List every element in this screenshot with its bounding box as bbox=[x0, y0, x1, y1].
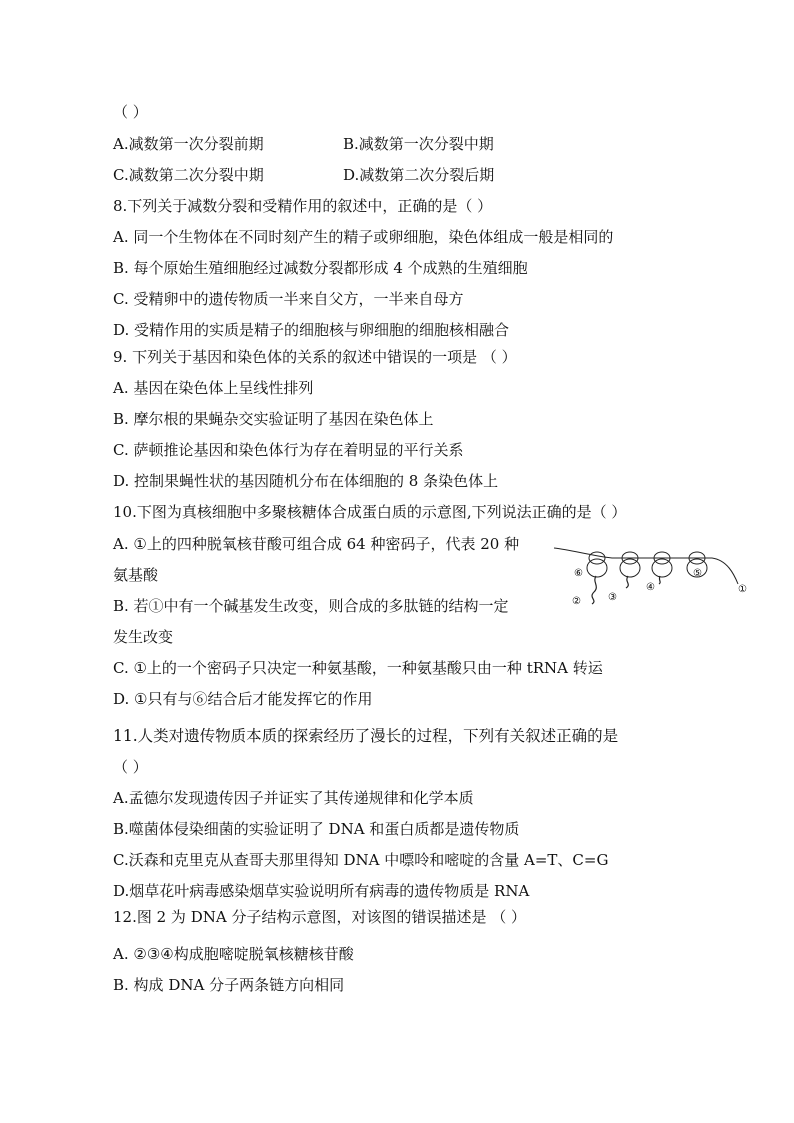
q10-option-a: A. ①上的四种脱氧核苷酸可组合成 64 种密码子，代表 20 种 bbox=[113, 535, 520, 553]
q10-option-c: C. ①上的一个密码子只决定一种氨基酸，一种氨基酸只由一种 tRNA 转运 bbox=[113, 659, 603, 677]
label-4: ④ bbox=[646, 582, 655, 593]
label-3: ③ bbox=[608, 592, 617, 603]
q11-option-d: D.烟草花叶病毒感染烟草实验说明所有病毒的遗传物质是 RNA bbox=[113, 882, 530, 900]
q8-option-c: C. 受精卵中的遗传物质一半来自父方，一半来自母方 bbox=[113, 290, 464, 308]
q8-stem: 8.下列关于减数分裂和受精作用的叙述中，正确的是（ ） bbox=[113, 197, 493, 215]
q7-option-d: D.减数第二次分裂后期 bbox=[343, 166, 495, 184]
polypeptide-2 bbox=[626, 576, 628, 588]
q11-option-c: C.沃森和克里克从查哥夫那里得知 DNA 中嘌呤和嘧啶的含量 A=T、C=G bbox=[113, 851, 609, 869]
answer-paren: （ ） bbox=[113, 103, 148, 121]
q11-stem: 11.人类对遗传物质本质的探索经历了漫长的过程，下列有关叙述正确的是 bbox=[113, 727, 619, 745]
q9-option-c: C. 萨顿推论基因和染色体行为存在着明显的平行关系 bbox=[113, 441, 464, 459]
q8-option-b: B. 每个原始生殖细胞经过减数分裂都形成 4 个成熟的生殖细胞 bbox=[113, 259, 528, 277]
label-2: ② bbox=[572, 596, 581, 606]
q8-option-a: A. 同一个生物体在不同时刻产生的精子或卵细胞，染色体组成一般是相同的 bbox=[113, 228, 614, 246]
q7-option-c: C.减数第二次分裂中期 bbox=[113, 166, 264, 184]
q8-option-d: D. 受精作用的实质是精子的细胞核与卵细胞的细胞核相融合 bbox=[113, 321, 510, 339]
q7-option-a: A.减数第一次分裂前期 bbox=[113, 135, 264, 153]
q12-stem: 12.图 2 为 DNA 分子结构示意图，对该图的错误描述是 （ ） bbox=[113, 908, 526, 926]
q7-option-b: B.减数第一次分裂中期 bbox=[343, 135, 494, 153]
q11-paren: （ ） bbox=[113, 758, 148, 776]
q10-option-a-cont: 氨基酸 bbox=[113, 566, 159, 584]
q11-option-a: A.孟德尔发现遗传因子并证实了其传递规律和化学本质 bbox=[113, 789, 474, 807]
ribosome-1-large bbox=[587, 559, 607, 577]
q9-option-b: B. 摩尔根的果蝇杂交实验证明了基因在染色体上 bbox=[113, 410, 434, 428]
ribosome-3-large bbox=[652, 559, 672, 577]
q10-option-b: B. 若①中有一个碱基发生改变，则合成的多肽链的结构一定 bbox=[113, 597, 509, 615]
q12-option-a: A. ②③④构成胞嘧啶脱氧核糖核苷酸 bbox=[113, 945, 354, 963]
q10-option-d: D. ①只有与⑥结合后才能发挥它的作用 bbox=[113, 690, 373, 708]
q9-stem: 9. 下列关于基因和染色体的关系的叙述中错误的一项是 （ ） bbox=[113, 348, 517, 366]
q11-option-b: B.噬菌体侵染细菌的实验证明了 DNA 和蛋白质都是遗传物质 bbox=[113, 820, 520, 838]
q9-option-d: D. 控制果蝇性状的基因随机分布在体细胞的 8 条染色体上 bbox=[113, 472, 499, 490]
label-5: ⑤ bbox=[693, 568, 702, 579]
q12-option-b: B. 构成 DNA 分子两条链方向相同 bbox=[113, 976, 345, 994]
ribosome-1 bbox=[589, 552, 605, 564]
ribosome-2-large bbox=[620, 559, 640, 577]
polypeptide-1 bbox=[592, 576, 596, 604]
polypeptide-3 bbox=[659, 576, 660, 584]
polyribosome-diagram bbox=[552, 546, 766, 606]
q9-option-a: A. 基因在染色体上呈线性排列 bbox=[113, 379, 314, 397]
q10-stem: 10.下图为真核细胞中多聚核糖体合成蛋白质的示意图,下列说法正确的是（ ） bbox=[113, 503, 627, 521]
q10-option-b-cont: 发生改变 bbox=[113, 628, 174, 646]
label-6: ⑥ bbox=[574, 568, 583, 579]
label-1: ① bbox=[738, 584, 747, 595]
